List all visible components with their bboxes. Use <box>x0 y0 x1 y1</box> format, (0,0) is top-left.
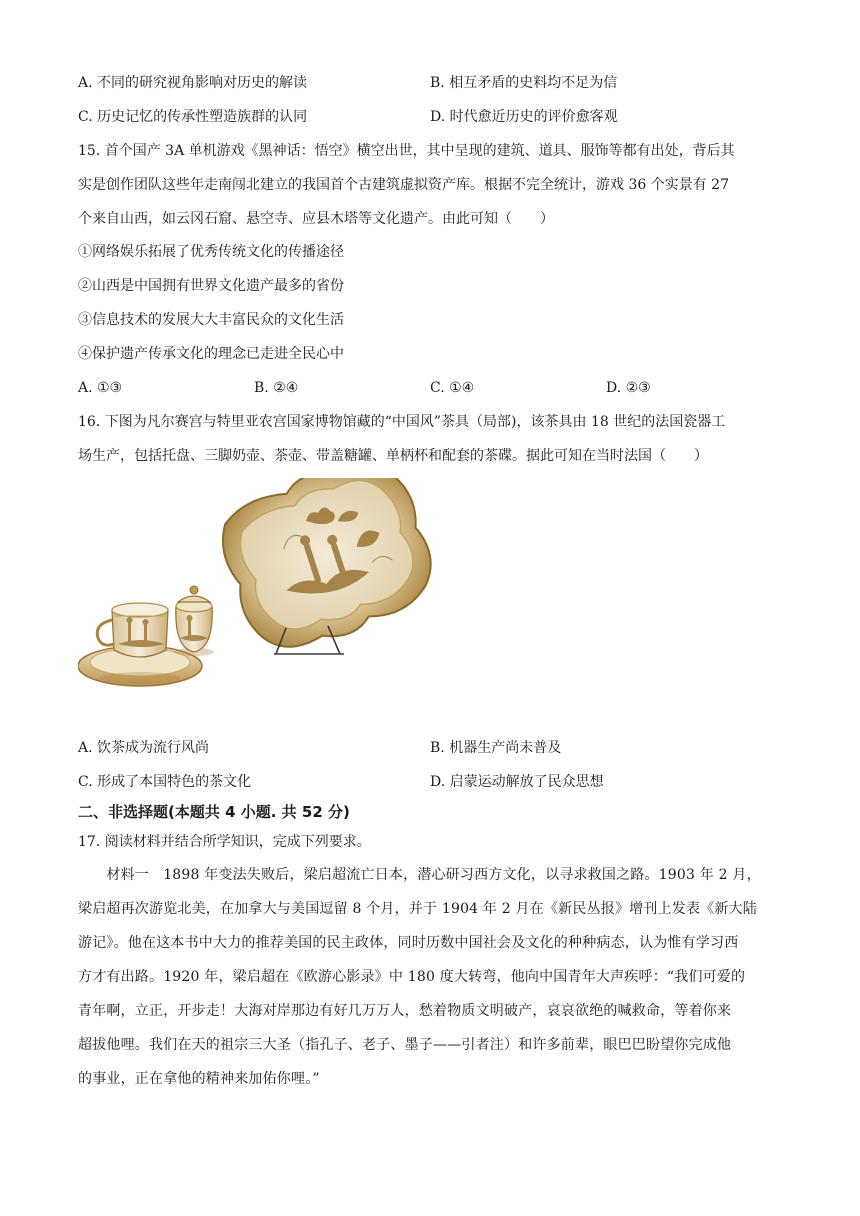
q14-option-d: D. 时代愈近历史的评价愈客观 <box>430 109 618 125</box>
q17-material-line-5: 青年啊，立正，开步走！大海对岸那边有好几万万人，愁着物质文明破产，哀哀欲绝的喊救命，等着你来 <box>78 1003 732 1019</box>
q17-material-line-2: 梁启超再次游览北美，在加拿大与美国逗留 8 个月，并于 1904 年 2 月在《新民丛报》增刊上发表《新大陆 <box>78 901 757 917</box>
q14-option-c: C. 历史记忆的传承性塑造族群的认同 <box>78 109 308 125</box>
section-title: 二、非选择题(本题共 4 小题. 共 52 分) <box>78 803 350 821</box>
q17-material-line-1: 材料一 1898 年变法失败后，梁启超流亡日本，潜心研习西方文化，以寻求救国之路。1903 年 2 月， <box>78 867 761 883</box>
q15-item-2: ②山西是中国拥有世界文化遗产最多的省份 <box>78 278 344 294</box>
q17-stem: 17. 阅读材料并结合所学知识，完成下列要求。 <box>78 834 371 850</box>
q16-option-d: D. 启蒙运动解放了民众思想 <box>430 774 604 790</box>
q14-option-b: B. 相互矛盾的史料均不足为信 <box>430 75 618 91</box>
q15-stem-line-3: 个来自山西，如云冈石窟、悬空寺、应县木塔等文化遗产。由此可知（ ） <box>78 211 554 227</box>
q17-material-line-6: 超拔他哩。我们在天的祖宗三大圣（指孔子、老子、墨子——引者注）和许多前辈，眼巴巴盼望你完成他 <box>78 1037 732 1053</box>
q15-item-3: ③信息技术的发展大大丰富民众的文化生活 <box>78 312 344 328</box>
q16-option-a: A. 饮茶成为流行风尚 <box>78 740 210 756</box>
q17-material-line-4: 方才有出路。1920 年，梁启超在《欧游心影录》中 180 度大转弯，他向中国青年大声疾呼：“我们可爱的 <box>78 969 746 985</box>
tray <box>209 478 438 663</box>
tea-set-photo <box>78 478 438 700</box>
q16-option-b: B. 机器生产尚未普及 <box>430 740 562 756</box>
q16-stem-line-2: 场生产，包括托盘、三脚奶壶、茶壶、带盖糖罐、单柄杯和配套的茶碟。据此可知在当时法国（ ） <box>78 448 708 464</box>
sugar-pot <box>174 586 214 656</box>
q15-stem-line-2: 实是创作团队这些年走南闯北建立的我国首个古建筑虚拟资产库。根据不完全统计，游戏 36 个实景有 27 <box>78 177 729 193</box>
q15-option-c: C. ①④ <box>430 380 475 396</box>
q17-material-line-3: 游记》。他在这本书中大力的推荐美国的民主政体，同时历数中国社会及文化的种种病态，认为惟有学习西 <box>78 935 739 951</box>
q16-option-c: C. 形成了本国特色的茶文化 <box>78 774 252 790</box>
q14-option-a: A. 不同的研究视角影响对历史的解读 <box>78 75 308 91</box>
q16-stem-line-1: 16. 下图为凡尔赛宫与特里亚农宫国家博物馆藏的“中国风”茶具（局部)，该茶具由 18 世纪的法国瓷器工 <box>78 414 726 430</box>
q15-item-4: ④保护遗产传承文化的理念已走进全民心中 <box>78 346 344 362</box>
q17-material-line-7: 的事业，正在拿他的精神来加佑你哩。” <box>78 1071 320 1087</box>
q15-option-d: D. ②③ <box>606 380 651 396</box>
q15-option-b: B. ②④ <box>254 380 299 396</box>
q15-stem-line-1: 15. 首个国产 3A 单机游戏《黑神话：悟空》横空出世，其中呈现的建筑、道具、服饰等都有出处，背后其 <box>78 143 735 159</box>
q15-item-1: ①网络娱乐拓展了优秀传统文化的传播途径 <box>78 244 344 260</box>
q15-option-a: A. ①③ <box>78 380 123 396</box>
